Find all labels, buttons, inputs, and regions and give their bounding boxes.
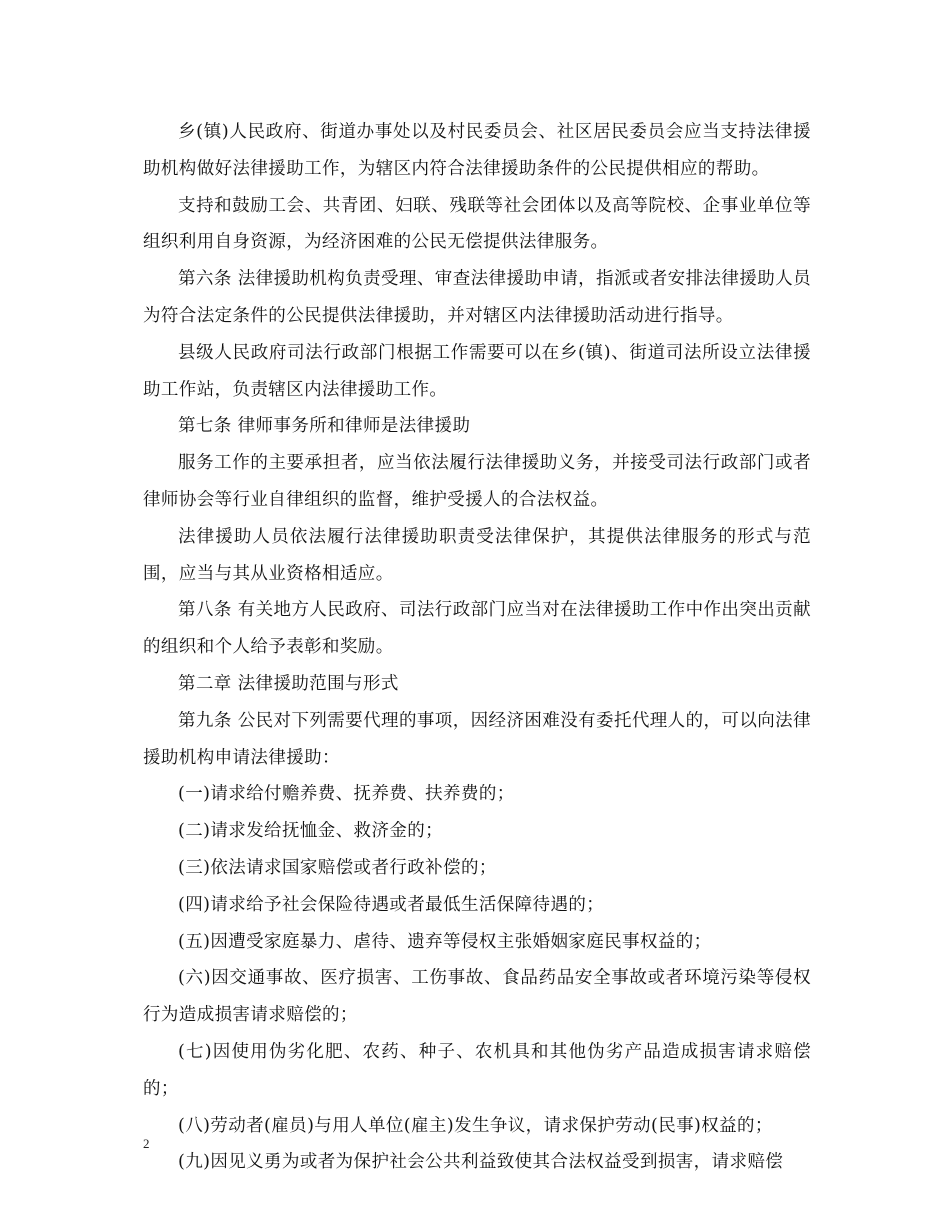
paragraph: 支持和鼓励工会、共青团、妇联、残联等社会团体以及高等院校、企事业单位等组织利用自身资源，为经济困难的公民无偿提供法律服务。 xyxy=(143,195,811,253)
list-item: (三)依法请求国家赔偿或者行政补偿的； xyxy=(178,857,497,878)
list-item: (四)请求给予社会保险待遇或者最低生活保障待遇的； xyxy=(178,894,605,915)
paragraph: 服务工作的主要承担者，应当依法履行法律援助义务，并接受司法行政部门或者律师协会等行业自律组织的监督，维护受援人的合法权益。 xyxy=(143,453,811,510)
article-8-paragraph: 第八条 有关地方人民政府、司法行政部门应当对在法律援助工作中作出突出贡献的组织和个人给予表彰和奖励。 xyxy=(143,600,811,658)
list-item: (五)因遭受家庭暴力、虐待、遗弃等侵权主张婚姻家庭民事权益的； xyxy=(178,931,712,952)
list-item: (一)请求给付赡养费、抚养费、扶养费的； xyxy=(178,784,515,805)
document-body xyxy=(143,114,811,1181)
list-item: (六)因交通事故、医疗损害、工伤事故、食品药品安全事故或者环境污染等侵权行为造成损害请求赔偿的； xyxy=(143,968,811,1026)
page-number: 2 xyxy=(143,1136,150,1151)
paragraph: 乡(镇)人民政府、街道办事处以及村民委员会、社区居民委员会应当支持法律援助机构做好法律援助工作，为辖区内符合法律援助条件的公民提供相应的帮助。 xyxy=(143,122,811,179)
paragraph: 法律援助人员依法履行法律援助职责受法律保护，其提供法律服务的形式与范围，应当与其从业资格相适应。 xyxy=(143,526,811,584)
article-7-paragraph: 第七条 律师事务所和律师是法律援助 xyxy=(178,416,471,437)
list-item: (二)请求发给抚恤金、救济金的； xyxy=(178,821,444,842)
paragraph: 县级人民政府司法行政部门根据工作需要可以在乡(镇)、街道司法所设立法律援助工作站，负责辖区内法律援助工作。 xyxy=(143,342,811,400)
list-item: (八)劳动者(雇员)与用人单位(雇主)发生争议，请求保护劳动(民事)权益的； xyxy=(178,1115,773,1136)
article-9-paragraph: 第九条 公民对下列需要代理的事项，因经济困难没有委托代理人的，可以向法律援助机构申请法律援助： xyxy=(143,710,811,768)
article-6-paragraph: 第六条 法律援助机构负责受理、审查法律援助申请，指派或者安排法律援助人员为符合法定条件的公民提供法律援助，并对辖区内法律援助活动进行指导。 xyxy=(143,269,811,326)
chapter-2-heading: 第二章 法律援助范围与形式 xyxy=(178,673,399,694)
list-item: (七)因使用伪劣化肥、农药、种子、农机具和其他伪劣产品造成损害请求赔偿的； xyxy=(143,1041,811,1099)
list-item: (九)因见义勇为或者为保护社会公共利益致使其合法权益受到损害，请求赔偿 xyxy=(178,1152,784,1173)
